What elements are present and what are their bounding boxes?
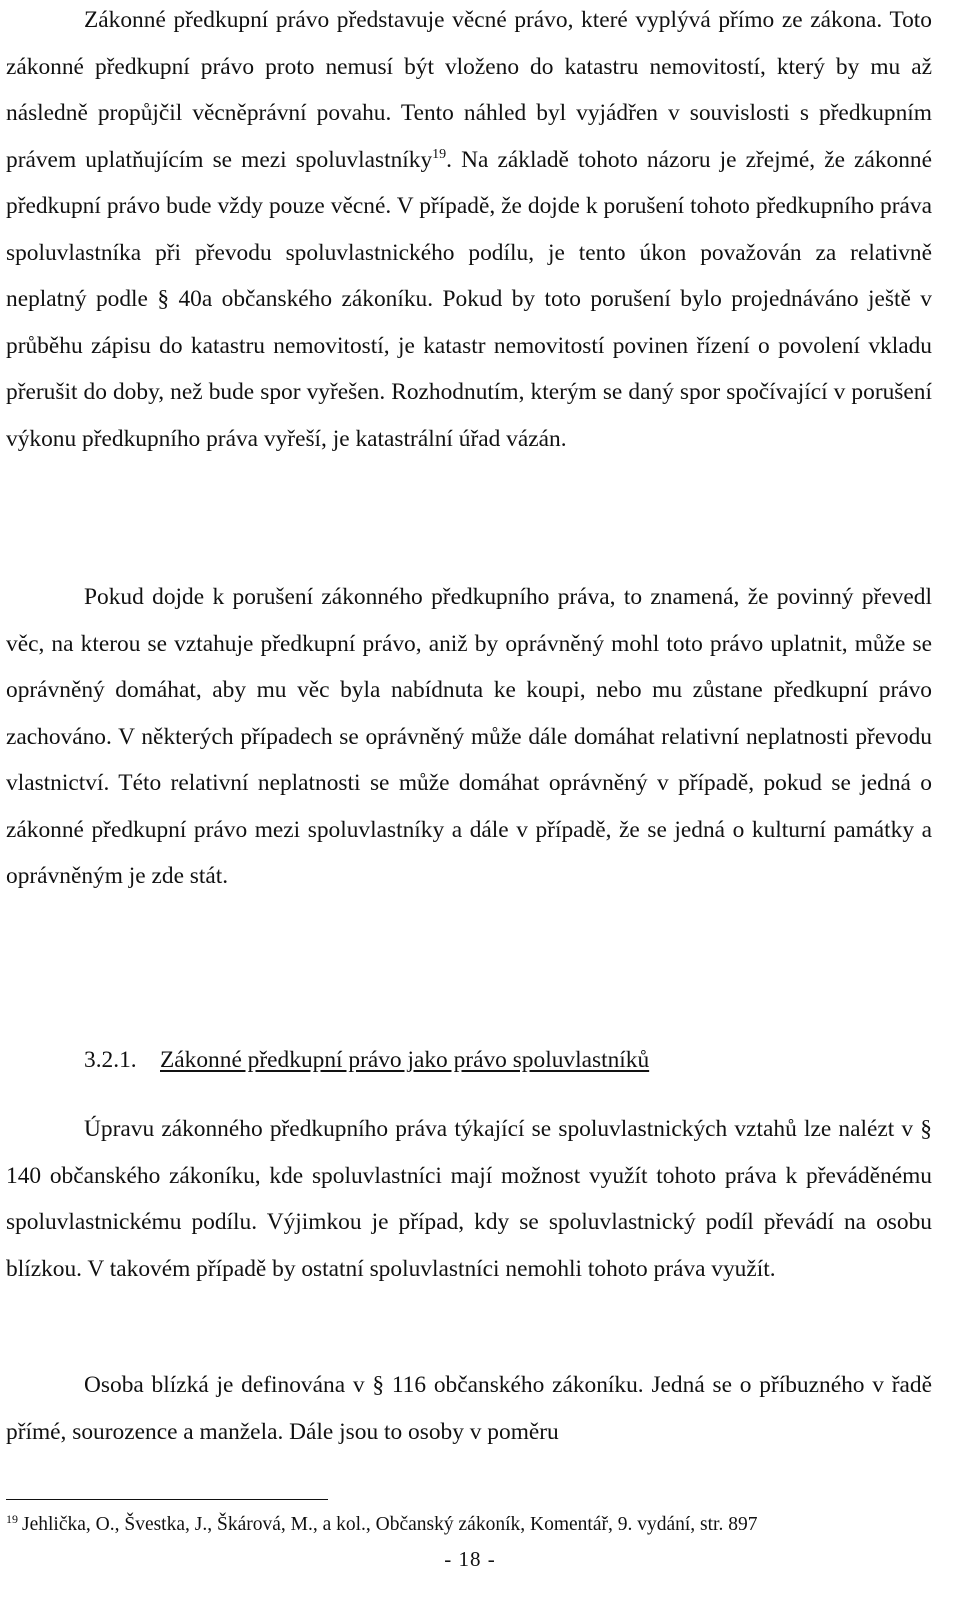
- paragraph-violation-consequences: Pokud dojde k porušení zákonného předkupního práva, to znamená, že povinný převedl věc, na kterou se vztahuje předkupní právo, aniž by oprávněný mohl toto právo uplatnit, může se oprávněný domáhat, aby mu věc byla nabídnuta ke koupi, nebo mu zůstane předkupní právo zachováno. V některých případech se oprávněný může dále domáhat relativní neplatnosti převodu vlastnictví. Této relativní neplatnosti se může domáhat oprávněný v případě, pokud se jedná o zákonné předkupní právo mezi spoluvlastníky a dále v případě, že se jedná o kulturní památky a oprávněným je zde stát.: [6, 584, 932, 889]
- section-number: 3.2.1.: [84, 1047, 137, 1073]
- paragraph-statutory-preemption-right: [6, 0, 932, 462]
- paragraph-close-person-definition: Osoba blízká je definována v § 116 občanského zákoníku. Jedná se o příbuzného v řadě přímé, sourozence a manžela. Dále jsou to osoby v poměru: [6, 1372, 932, 1445]
- section-heading: [84, 1045, 649, 1075]
- paragraph-text: . Na základě tohoto názoru je zřejmé, že zákonné předkupní právo bude vždy pouze věcné. V případě, že dojde k porušení tohoto předkupního práva spoluvlastníka při převodu spoluvlastnického podílu, je tento úkon považován za relativně neplatný podle § 40a občanského zákoníku. Pokud by toto porušení bylo projednáváno ještě v průběhu zápisu do katastru nemovitostí, je katastr nemovitostí povinen řízení o povolení vkladu přerušit do doby, než bude spor vyřešen. Rozhodnutím, kterým se daný spor spočívající v porušení výkonu předkupního práva vyřeší, je katastrální úřad vázán.: [6, 146, 932, 452]
- footnote-reference[interactable]: 19: [432, 146, 447, 162]
- paragraph-text: Zákonné předkupní právo představuje věcné právo, které vyplývá přímo ze zákona. Toto zákonné předkupní právo proto nemusí být vloženo do katastru nemovitostí, který by mu až následně propůjčil věcněprávní povahu. Tento náhled byl vyjádřen v souvislosti s předkupním právem uplatňujícím se mezi spoluvlastníky: [6, 7, 932, 173]
- footnote: [6, 1512, 757, 1538]
- page-number: - 18 -: [444, 1547, 496, 1571]
- paragraph-coowner-relations: Úpravu zákonného předkupního práva týkající se spoluvlastnických vztahů lze nalézt v § 140 občanského zákoníku, kde spoluvlastníci mají možnost využít tohoto práva k převáděnému spoluvlastnickému podílu. Výjimkou je případ, kdy se spoluvlastnický podíl převádí na osobu blízkou. V takovém případě by ostatní spoluvlastníci nemohli tohoto práva využít.: [6, 1116, 932, 1282]
- footnote-marker: 19: [6, 1511, 18, 1526]
- section-title: Zákonné předkupní právo jako právo spoluvlastníků: [160, 1047, 650, 1073]
- footnote-divider: [6, 1499, 328, 1500]
- footnote-text: Jehlička, O., Švestka, J., Škárová, M., a kol., Občanský zákoník, Komentář, 9. vydání, str. 897: [22, 1514, 758, 1535]
